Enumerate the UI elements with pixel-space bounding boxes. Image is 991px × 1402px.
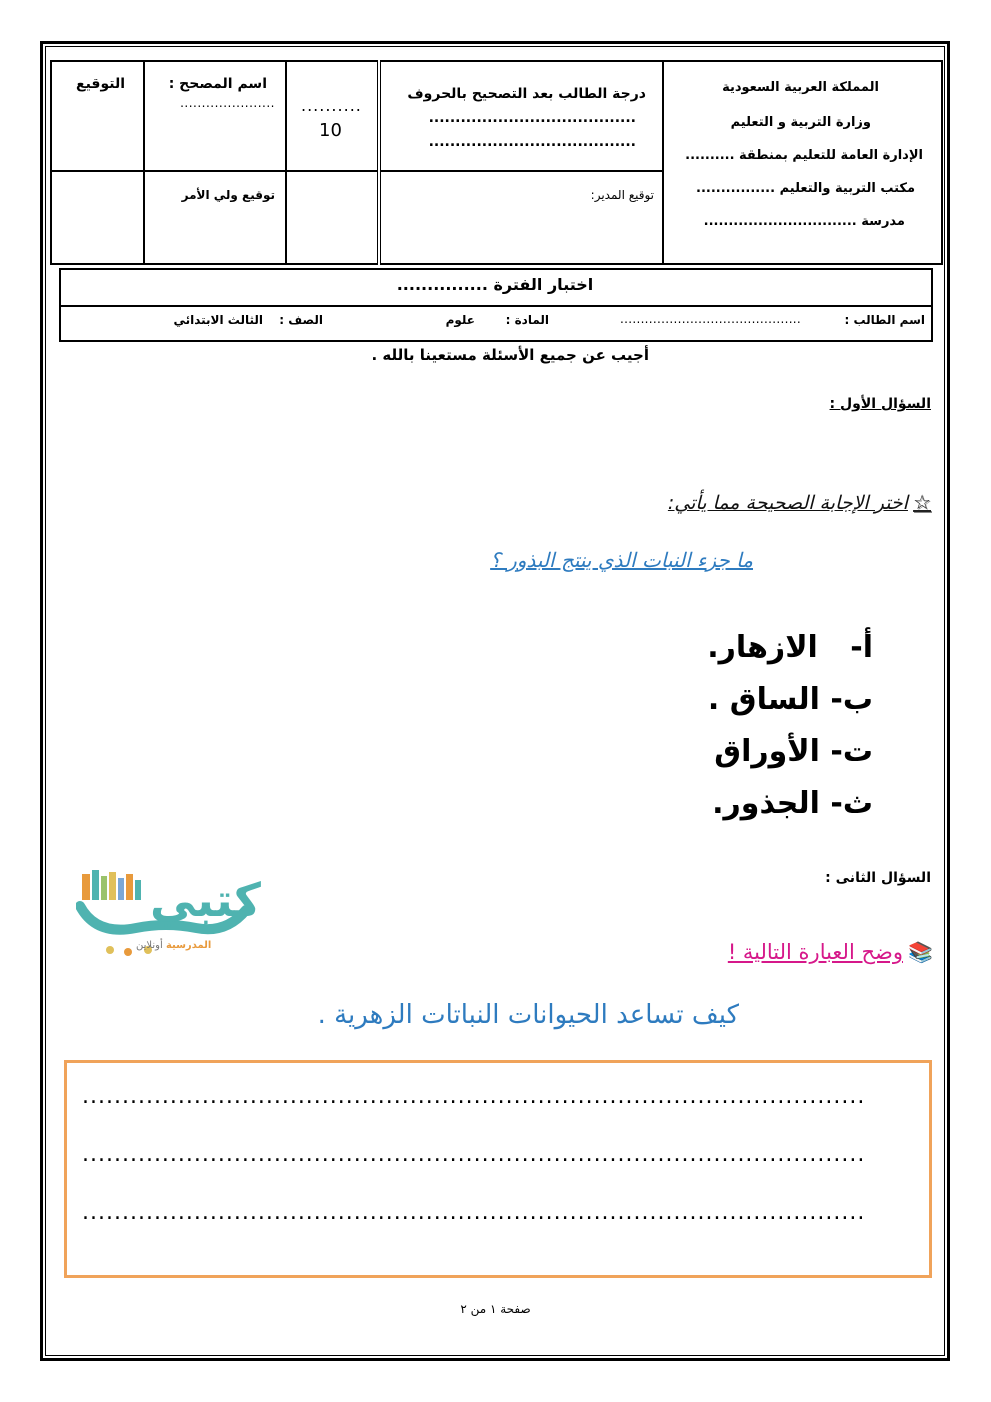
q2-task: وضح العبارة التالية ! bbox=[727, 940, 903, 964]
option-text: الساق . bbox=[707, 682, 820, 717]
kutubi-logo bbox=[76, 866, 261, 962]
grade-cell bbox=[379, 61, 663, 171]
ministry-cell bbox=[663, 61, 942, 264]
exam-title: اختبار الفترة ............... bbox=[396, 275, 594, 294]
q1-heading: السؤال الأول : bbox=[829, 396, 931, 412]
option-letter: ث- bbox=[830, 786, 873, 821]
q2-task-row bbox=[648, 940, 933, 974]
class-value: الثالث الابتدائي bbox=[173, 313, 263, 327]
q1-task: اختر الإجابة الصحيحة مما يأتي: bbox=[667, 492, 908, 514]
option-d[interactable] bbox=[573, 786, 873, 838]
signature-cell bbox=[51, 61, 144, 171]
student-name-label: اسم الطالب : bbox=[844, 313, 925, 327]
exam-info-divider bbox=[61, 305, 931, 307]
q1-task-row bbox=[570, 490, 931, 520]
score-cell bbox=[286, 61, 379, 171]
option-text: الازهار. bbox=[707, 630, 818, 665]
star-icon: ☆ bbox=[913, 490, 931, 514]
principal-signature-cell[interactable] bbox=[379, 171, 663, 264]
signature-label: التوقيع bbox=[76, 76, 125, 92]
subject-value: علوم bbox=[445, 313, 475, 327]
instruction: أجيب عن جميع الأسئلة مستعينا بالله . bbox=[371, 346, 649, 364]
grade-label: درجة الطالب بعد التصحيح بالحروف bbox=[407, 86, 646, 102]
corrector-dots[interactable]: ...................... bbox=[180, 96, 275, 110]
books-icon: 📚 bbox=[908, 940, 933, 964]
option-text: الأوراق bbox=[714, 734, 820, 769]
option-text: الجذور. bbox=[712, 786, 820, 821]
subject-label: المادة : bbox=[505, 313, 549, 327]
option-c[interactable] bbox=[573, 734, 873, 786]
ministry-line-5: مدرسة ............................... bbox=[703, 214, 905, 229]
principal-signature-label: توقيع المدير: bbox=[590, 188, 654, 202]
logo-subtitle-colored: المدرسية bbox=[165, 940, 212, 951]
option-letter: ب- bbox=[830, 682, 873, 717]
ministry-line-2: وزارة التربية و التعليم bbox=[730, 115, 871, 130]
score-total: 10 bbox=[319, 120, 342, 141]
q2-heading: السؤال الثانى : bbox=[825, 870, 931, 886]
header-table bbox=[50, 60, 943, 265]
q1-question: ما جزء النبات الذي ينتج البذور ؟ bbox=[490, 548, 753, 572]
signature-blank-cell[interactable] bbox=[51, 171, 144, 264]
ministry-line-1: المملكة العربية السعودية bbox=[722, 80, 879, 95]
option-letter: ت- bbox=[830, 734, 873, 769]
ministry-line-4: مكتب التربية والتعليم ................ bbox=[696, 181, 915, 196]
grade-dots-2[interactable]: ....................................... bbox=[428, 134, 636, 150]
score-dots[interactable]: .......... bbox=[301, 96, 362, 115]
corrector-cell bbox=[144, 61, 286, 171]
option-letter: أ- bbox=[850, 630, 873, 665]
answer-line-3[interactable]: .................................................................................................. bbox=[82, 1200, 866, 1222]
corrector-label: اسم المصحح : bbox=[168, 76, 267, 92]
logo-text: كتبي bbox=[150, 873, 261, 927]
q2-statement: كيف تساعد الحيوانات النباتات الزهرية . bbox=[317, 1000, 739, 1030]
class-label: الصف : bbox=[279, 313, 323, 327]
parent-signature-label: توقيع ولي الأمر bbox=[181, 188, 275, 202]
page-number: صفحة ١ من ٢ bbox=[460, 1302, 531, 1316]
ministry-line-3: الإدارة العامة للتعليم بمنطقة .......... bbox=[685, 148, 923, 163]
answer-line-1[interactable]: .................................................................................................. bbox=[82, 1084, 866, 1106]
blank-cell[interactable] bbox=[286, 171, 379, 264]
grade-dots-1[interactable]: ....................................... bbox=[428, 110, 636, 126]
option-a[interactable] bbox=[573, 630, 873, 682]
student-name-field[interactable]: ............................................ bbox=[620, 312, 802, 326]
answer-line-2[interactable]: .................................................................................................. bbox=[82, 1142, 866, 1164]
logo-subtitle-gray: أونلاين bbox=[136, 940, 163, 951]
parent-signature-cell[interactable] bbox=[144, 171, 286, 264]
option-b[interactable] bbox=[573, 682, 873, 734]
logo-subtitle bbox=[136, 940, 211, 951]
q1-options bbox=[573, 630, 873, 838]
